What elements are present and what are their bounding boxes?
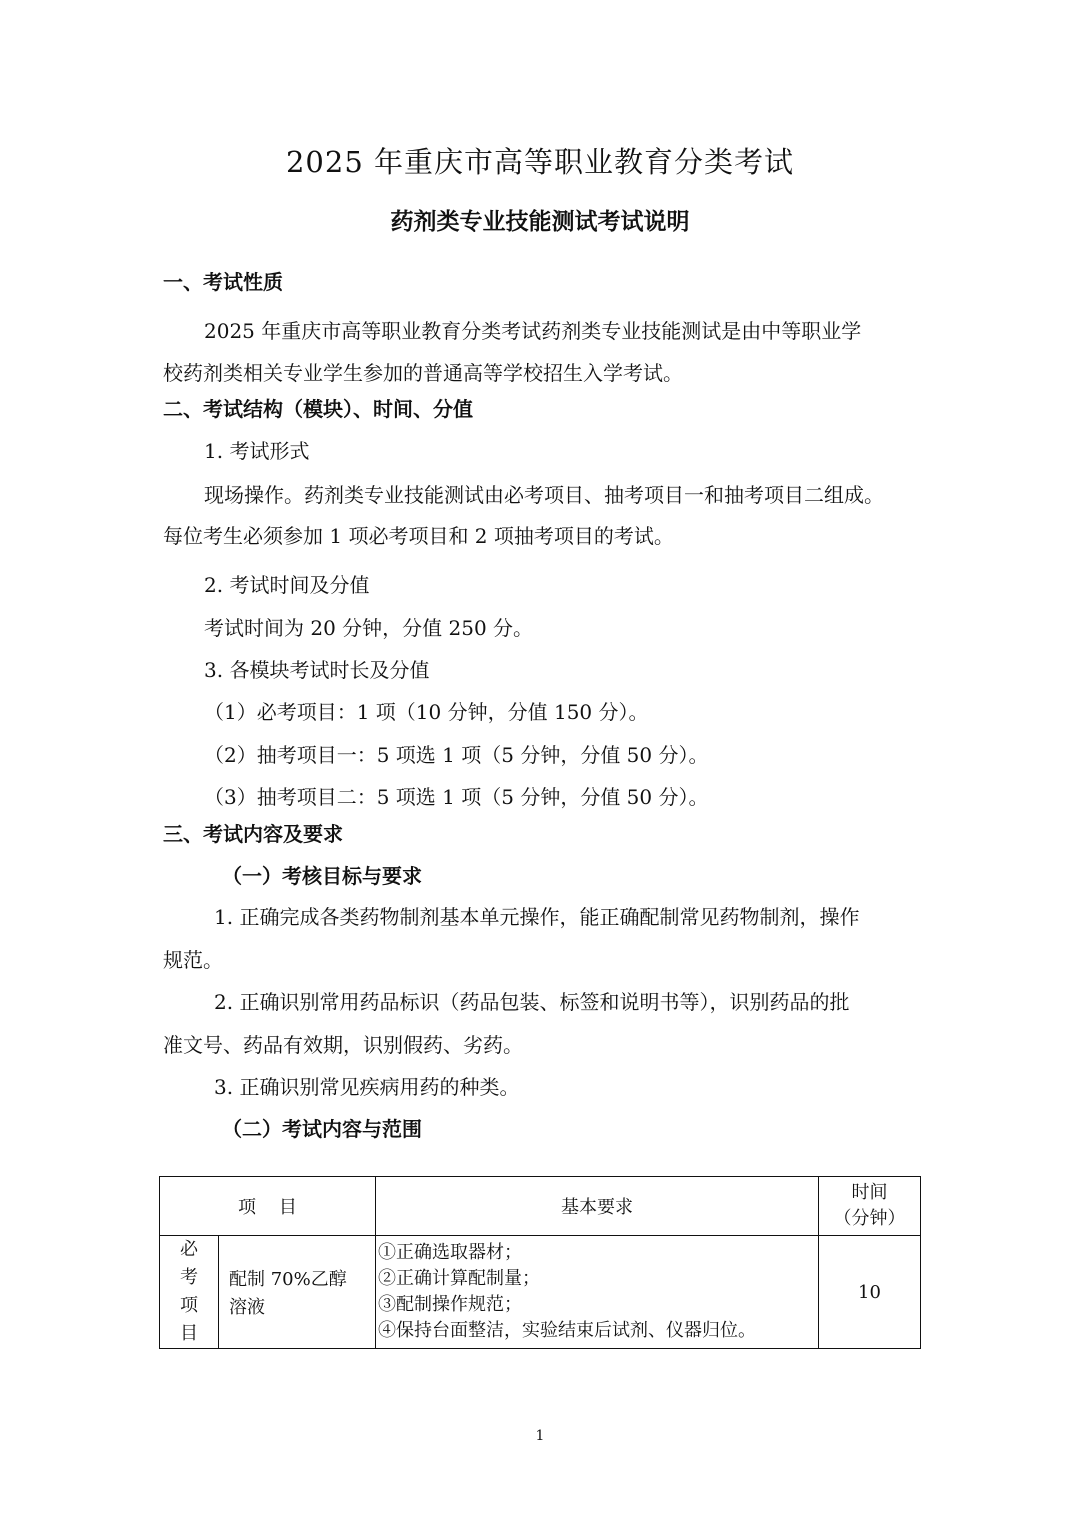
requirement-item: ③配制操作规范； [378,1294,522,1315]
page-number: 1 [535,1428,545,1444]
category-char: 目 [180,1323,198,1344]
section-2-sub-1: 1. 考试形式 [204,439,310,463]
document-title: 2025 年重庆市高等职业教育分类考试 [285,145,795,179]
category-char: 项 [180,1295,198,1316]
item-name-line-1: 配制 70%乙醇 [229,1269,347,1290]
goal-2-line-1: 2. 正确识别常用药品标识（药品包装、标签和说明书等），识别药品的批 [214,990,850,1014]
section-2-sub-1-line-2: 每位考生必须参加 1 项必考项目和 2 项抽考项目的考试。 [163,524,674,548]
row-requirements [376,1236,819,1349]
section-2-heading: 二、考试结构（模块）、时间、分值 [163,397,473,421]
module-item-3: （3）抽考项目二：5 项选 1 项（5 分钟，分值 50 分）。 [204,785,709,809]
header-time-line-2: （分钟） [833,1208,906,1229]
row-time: 10 [819,1236,921,1349]
section-3-sub-1-heading: （一）考核目标与要求 [222,864,422,888]
goal-3: 3. 正确识别常见疾病用药的种类。 [214,1075,520,1099]
section-2-sub-2-text: 考试时间为 20 分钟，分值 250 分。 [204,616,534,640]
header-time-line-1: 时间 [851,1182,888,1203]
module-item-1: （1）必考项目：1 项（10 分钟，分值 150 分）。 [204,700,649,724]
document-subtitle: 药剂类专业技能测试考试说明 [390,209,690,235]
section-2-sub-3: 3. 各模块考试时长及分值 [204,658,430,682]
goal-1-line-2: 规范。 [163,948,223,972]
table-header-row [160,1177,921,1236]
section-1-paragraph-line-2: 校药剂类相关专业学生参加的普通高等学校招生入学考试。 [163,361,683,385]
row-item-name [219,1236,376,1349]
requirement-item: ②正确计算配制量； [378,1268,540,1289]
header-item: 项 目 [160,1177,376,1236]
requirement-item: ①正确选取器材； [378,1242,522,1263]
goal-1-line-1: 1. 正确完成各类药物制剂基本单元操作，能正确配制常见药物制剂，操作 [214,905,860,929]
category-char: 必 [180,1239,198,1260]
row-category [160,1236,219,1349]
header-requirements: 基本要求 [376,1177,819,1236]
goal-2-line-2: 准文号、药品有效期，识别假药、劣药。 [163,1033,523,1057]
section-1-paragraph-line-1: 2025 年重庆市高等职业教育分类考试药剂类专业技能测试是由中等职业学 [204,319,862,343]
table-row [160,1236,921,1349]
section-3-sub-2-heading: （二）考试内容与范围 [222,1117,422,1141]
module-item-2: （2）抽考项目一：5 项选 1 项（5 分钟，分值 50 分）。 [204,743,709,767]
exam-content-table [159,1176,921,1349]
section-2-sub-2: 2. 考试时间及分值 [204,573,370,597]
item-name-line-2: 溶液 [229,1297,265,1318]
section-3-heading: 三、考试内容及要求 [163,822,343,846]
requirement-item: ④保持台面整洁，实验结束后试剂、仪器归位。 [378,1320,756,1341]
section-1-heading: 一、考试性质 [163,270,283,294]
section-2-sub-1-line-1: 现场操作。药剂类专业技能测试由必考项目、抽考项目一和抽考项目二组成。 [204,483,884,507]
header-time [819,1177,921,1236]
category-char: 考 [180,1267,198,1288]
